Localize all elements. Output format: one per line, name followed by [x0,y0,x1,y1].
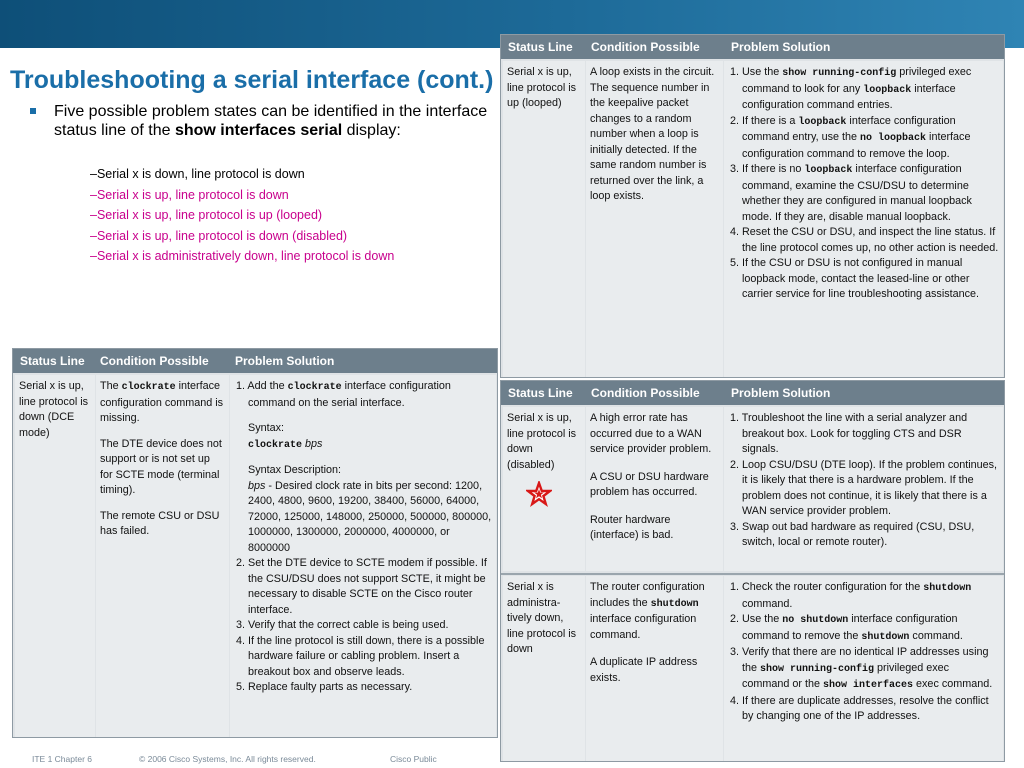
syntax-desc: bps - Desired clock rate in bits per second: 1200, 2400, 4800, 9600, 19200, 38400, 56000, 64000, 72000, 125000, 148000, 250000, 500000, 800000, 1000000, 1300000, 2000000, 4000000, or 8000000 [248,479,492,554]
bullet-pre: Five possible problem states can be identified in the interface status line of the [54,103,488,139]
solution-step: 3. Verify that there are no identical IP addresses using the show running-config privileged exec command or the show interfaces exec command. [730,646,993,691]
bullet-intro [30,102,490,140]
condition-cell [586,576,723,761]
solution-cell [724,61,1003,377]
table-disabled [500,380,1005,762]
square-bullet-icon [30,108,36,114]
header-condition: Condition Possible [591,40,700,54]
state-item: –Serial x is up, line protocol is up (looped) [90,208,323,222]
syntax-desc-label: Syntax Description: [248,464,342,476]
cond-text: The router configuration includes the shutdown interface configuration command. [590,581,705,641]
solution-step: 4. If the line protocol is still down, there is a possible hardware failure or cabling problem. Insert a breakout box and observe leads. [236,634,485,678]
header-status: Status Line [20,354,85,368]
bullet-post: display: [342,122,401,139]
cond-text: A high error rate has occurred due to a WAN service provider problem. [590,412,712,455]
header-status: Status Line [508,386,573,400]
solution-step: 2. Loop CSU/DSU (DTE loop). If the problem continues, it is likely that there is a hardware problem. If the problem does not continue, it is likely that there is a WAN service provider problem. [730,458,998,517]
header-solution: Problem Solution [731,386,831,400]
solution-step: 4. If there are duplicate addresses, resolve the conflict by changing one of the IP addresses. [730,694,989,722]
star-icon [526,481,552,507]
solution-step: 1. Add the clockrate interface configuration command on the serial interface. [236,380,451,409]
row-divider [501,573,1004,575]
footer-chapter: ITE 1 Chapter 6 [32,754,93,764]
slide-title: Troubleshooting a serial interface (cont.) [10,66,494,94]
cond-text: The clockrate interface configuration command is missing. [100,380,224,424]
syntax-line: clockrate bps [248,437,323,451]
state-item: –Serial x is administratively down, line protocol is down [90,249,395,263]
cond-text: A CSU or DSU hardware problem has occurred. [590,470,709,498]
footer-copyright: © 2006 Cisco Systems, Inc. All rights reserved. [139,754,316,764]
cond-text: A duplicate IP address exists. [590,656,698,684]
cond-text: The DTE device does not support or is not set up for SCTE mode (terminal timing). [100,437,222,496]
status-cell: Serial x is up, line protocol is down (disabled) [503,407,585,571]
solution-step: 1. Check the router configuration for the shutdown command. [730,581,972,610]
state-item: –Serial x is down, line protocol is down [90,167,305,181]
solution-step: 1. Troubleshoot the line with a serial analyzer and breakout box. Look for toggling CTS and DSR signals. [730,412,968,455]
syntax-label: Syntax: [248,422,285,434]
footer-classification: Cisco Public [390,754,437,764]
solution-step: 2. Set the DTE device to SCTE modem if possible. If the CSU/DSU does not support SCTE, it might be necessary to disable SCTE on the Cisco router interface. [236,557,487,616]
condition-cell: A loop exists in the circuit. The sequence number in the keepalive packet changes to a random number when a loop is initially detected. If the same random number is returned over the link, a loop exists. [586,61,723,377]
status-cell: Serial x is up, line protocol is down (DCE mode) [15,375,95,737]
bullet-text [54,102,490,140]
header-status: Status Line [508,40,573,54]
header-condition: Condition Possible [100,354,209,368]
solution-cell [724,407,1003,571]
header-condition: Condition Possible [591,386,700,400]
solution-step: 1. Use the show running-config privileged exec command to look for any loopback interface configuration command entries. [730,66,972,111]
state-item: –Serial x is up, line protocol is down (disabled) [90,229,348,243]
solution-cell [230,375,496,737]
solution-step: 3. Swap out bad hardware as required (CSU, DSU, switch, local or remote router). [730,520,975,548]
solution-step: 2. Use the no shutdown interface configuration command to remove the shutdown command. [730,613,963,643]
condition-cell [586,407,723,571]
cond-text: Router hardware (interface) is bad. [590,513,674,541]
status-cell: Serial x is administra-tively down, line protocol is down [503,576,585,761]
table-header [501,381,1004,405]
condition-cell [96,375,229,737]
bullet-bold: show interfaces serial [174,122,343,139]
solution-step: 4. Reset the CSU or DSU, and inspect the line status. If the line protocol comes up, no other action is needed. [730,226,999,254]
cond-text: The remote CSU or DSU has failed. [100,509,220,537]
solution-step: 3. Verify that the correct cable is being used. [236,619,449,631]
table-dce-mode [12,348,498,738]
solution-cell [724,576,1003,761]
solution-step: 5. Replace faulty parts as necessary. [236,681,413,693]
solution-step: 3. If there is no loopback interface configuration command, examine the CSU/DSU to determine whether they are configured in manual loopback mode. If they are, disable manual loopback. [730,163,972,223]
solution-step: 5. If the CSU or DSU is not configured in manual loopback mode, contact the leased-line or other carrier service for line troubleshooting assistance. [730,257,980,300]
state-item: –Serial x is up, line protocol is down [90,188,289,202]
header-solution: Problem Solution [731,40,831,54]
table-header [501,35,1004,59]
table-looped [500,34,1005,378]
status-cell: Serial x is up, line protocol is up (looped) [503,61,585,377]
table-header [13,349,497,373]
solution-step: 2. If there is a loopback interface configuration command entry, use the no loopback interface configuration command to remove the loop. [730,114,971,160]
header-solution: Problem Solution [235,354,335,368]
